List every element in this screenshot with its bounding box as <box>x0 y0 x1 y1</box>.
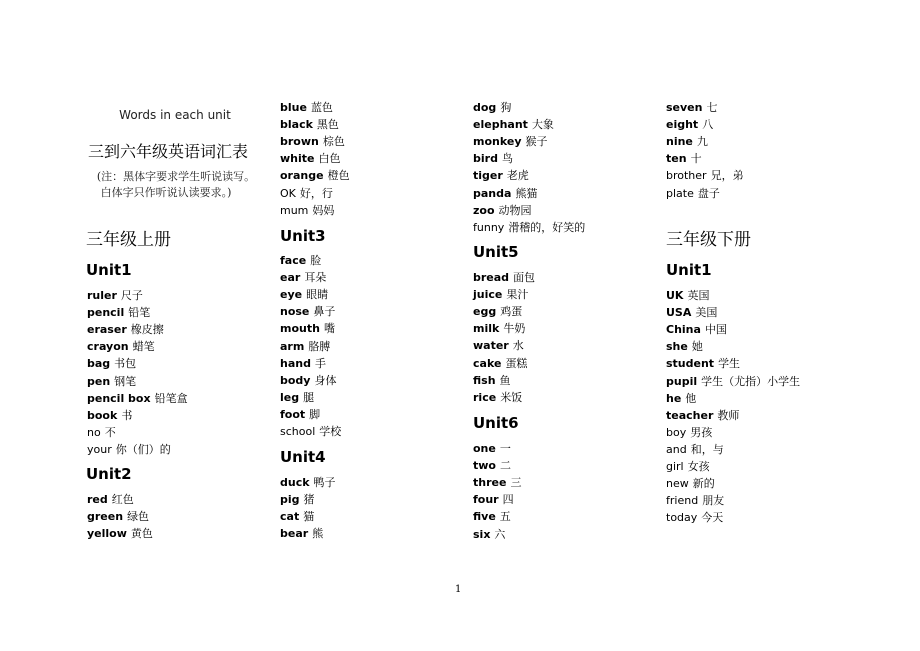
chinese-meaning: 学校 <box>319 425 342 438</box>
chinese-meaning: 书 <box>121 408 133 422</box>
chinese-meaning: 橙色 <box>327 169 350 183</box>
chinese-meaning: 四 <box>502 493 514 507</box>
word-entry <box>280 99 333 116</box>
word-entry <box>666 116 713 133</box>
word-entry <box>280 133 345 150</box>
chinese-meaning: 米饭 <box>500 390 523 404</box>
word-entry <box>473 167 529 184</box>
chinese-meaning: 她 <box>691 340 703 354</box>
english-word: pupil <box>666 374 698 388</box>
chinese-meaning: 老虎 <box>506 169 529 183</box>
english-word: six <box>473 527 491 541</box>
note-line-1: (注：黑体字要求学生听说读写。 <box>96 170 256 183</box>
english-word: cat <box>280 510 300 524</box>
word-entry <box>87 355 136 372</box>
word-entry <box>280 474 336 491</box>
word-entry <box>473 133 548 150</box>
word-entry <box>280 423 341 440</box>
english-word: five <box>473 510 496 524</box>
chinese-meaning: 水 <box>512 339 524 353</box>
words-title: Words in each unit <box>119 108 231 122</box>
chinese-meaning: 一 <box>499 442 511 455</box>
english-word: bread <box>473 271 510 284</box>
chinese-meaning: 兄，弟 <box>710 169 744 183</box>
english-word: girl <box>666 460 684 473</box>
chinese-meaning: 尺子 <box>120 289 143 302</box>
english-word: orange <box>280 169 324 183</box>
chinese-meaning: 红色 <box>111 493 134 506</box>
english-word: red <box>87 493 108 506</box>
chinese-meaning: 朋友 <box>702 494 725 508</box>
english-word: no <box>87 425 101 439</box>
chinese-meaning: 今天 <box>701 511 724 525</box>
word-entry <box>473 99 511 116</box>
word-entry <box>473 372 511 389</box>
chinese-meaning: 五 <box>499 510 511 524</box>
word-entry <box>87 321 164 338</box>
chinese-meaning: 熊 <box>312 527 324 541</box>
chinese-meaning: 白色 <box>318 152 341 166</box>
word-entry <box>280 150 340 167</box>
english-word: black <box>280 118 313 132</box>
chinese-meaning: 鸟 <box>501 152 513 166</box>
chinese-meaning: 猴子 <box>525 135 548 149</box>
english-word: seven <box>666 101 703 114</box>
chinese-meaning: 面包 <box>513 271 536 284</box>
chinese-meaning: 蛋糕 <box>505 356 528 370</box>
chinese-meaning: 和，与 <box>690 442 724 456</box>
word-entry <box>473 320 525 337</box>
english-word: funny <box>473 220 505 234</box>
word-entry <box>280 338 330 355</box>
english-word: body <box>280 373 311 387</box>
english-word: eight <box>666 118 699 132</box>
word-entry <box>87 390 188 407</box>
english-word: crayon <box>87 340 129 354</box>
chinese-meaning: 橡皮擦 <box>130 323 164 337</box>
word-entry <box>666 509 723 526</box>
unit-heading: Unit2 <box>86 465 132 483</box>
chinese-meaning: 黑色 <box>316 118 339 132</box>
english-word: arm <box>280 339 305 353</box>
chinese-meaning: 猫 <box>303 510 315 524</box>
word-entry <box>87 491 134 508</box>
english-word: juice <box>473 288 503 302</box>
chinese-meaning: 鱼 <box>499 373 511 387</box>
chinese-meaning: 铅笔盒 <box>154 391 188 405</box>
chinese-meaning: 嘴 <box>323 322 335 336</box>
word-entry <box>87 407 132 424</box>
word-entry <box>666 424 712 441</box>
chinese-meaning: 六 <box>494 527 506 541</box>
word-entry <box>473 202 532 219</box>
english-word: bear <box>280 527 309 541</box>
english-word: cake <box>473 356 502 370</box>
word-entry <box>87 508 149 525</box>
word-entry <box>666 133 708 150</box>
english-word: boy <box>666 425 687 439</box>
english-word: he <box>666 391 682 405</box>
word-entry <box>280 303 335 320</box>
english-word: zoo <box>473 203 495 217</box>
word-entry <box>280 202 334 219</box>
chinese-meaning: 眼睛 <box>306 288 329 302</box>
chinese-meaning: 鸡蛋 <box>500 305 523 319</box>
english-word: bird <box>473 152 498 166</box>
word-entry <box>473 526 505 543</box>
word-entry <box>473 440 511 457</box>
word-entry <box>666 407 739 424</box>
english-word: pig <box>280 493 300 507</box>
unit-heading: Unit4 <box>280 448 326 466</box>
english-word: book <box>87 408 118 422</box>
word-entry <box>473 389 522 406</box>
chinese-meaning: 妈妈 <box>312 203 335 217</box>
chinese-meaning: 书包 <box>114 357 137 371</box>
word-entry <box>473 303 522 320</box>
english-word: one <box>473 442 496 455</box>
word-entry <box>666 441 724 458</box>
chinese-meaning: 狗 <box>500 101 512 114</box>
chinese-meaning: 手 <box>314 356 326 370</box>
word-entry <box>473 116 554 133</box>
english-word: blue <box>280 101 307 114</box>
english-word: brown <box>280 135 319 149</box>
word-entry <box>280 491 315 508</box>
chinese-meaning: 鸭子 <box>313 476 336 489</box>
chinese-meaning: 九 <box>696 135 708 149</box>
english-word: mouth <box>280 322 320 336</box>
word-entry <box>473 508 511 525</box>
word-entry <box>280 406 320 423</box>
chinese-meaning: 三 <box>510 476 522 490</box>
english-word: your <box>87 442 112 456</box>
chinese-meaning: 果汁 <box>506 288 529 302</box>
word-entry <box>280 252 321 269</box>
english-word: today <box>666 511 698 525</box>
word-entry <box>473 491 514 508</box>
chinese-meaning: 八 <box>702 118 714 132</box>
grade-heading-3a: 三年级上册 <box>86 230 171 250</box>
english-word: USA <box>666 306 692 320</box>
english-word: eye <box>280 288 303 302</box>
word-entry <box>666 185 720 202</box>
word-entry <box>666 150 702 167</box>
english-word: fish <box>473 373 496 387</box>
word-entry <box>666 99 717 116</box>
english-word: elephant <box>473 118 528 132</box>
chinese-meaning: 牛奶 <box>503 322 526 336</box>
word-entry <box>280 116 339 133</box>
word-entry <box>87 338 155 355</box>
word-entry <box>280 355 326 372</box>
word-entry <box>666 167 744 184</box>
english-word: four <box>473 493 499 507</box>
chinese-meaning: 好，行 <box>299 186 333 200</box>
word-entry <box>666 321 727 338</box>
chinese-meaning: 美国 <box>695 306 718 320</box>
chinese-meaning: 身体 <box>314 373 337 387</box>
word-entry <box>666 458 710 475</box>
note-line-2: 白体字只作听说认读要求。) <box>100 186 232 199</box>
english-word: hand <box>280 356 311 370</box>
chinese-meaning: 女孩 <box>687 460 710 473</box>
chinese-meaning: 腿 <box>303 390 315 404</box>
english-word: ear <box>280 271 301 285</box>
word-entry <box>666 373 800 390</box>
english-word: eraser <box>87 323 127 337</box>
unit-heading: Unit3 <box>280 227 326 245</box>
chinese-meaning: 鼻子 <box>313 305 336 319</box>
english-word: face <box>280 254 307 267</box>
chinese-meaning: 滑稽的，好笑的 <box>508 220 586 234</box>
chinese-meaning: 棕色 <box>322 135 345 149</box>
english-word: and <box>666 442 687 456</box>
english-word: pencil box <box>87 391 151 405</box>
english-word: mum <box>280 203 309 217</box>
word-entry <box>280 286 328 303</box>
word-entry <box>473 269 535 286</box>
chinese-meaning: 钢笔 <box>114 374 137 388</box>
english-word: student <box>666 357 715 371</box>
english-word: pencil <box>87 306 125 320</box>
unit-heading: Unit1 <box>86 261 132 279</box>
word-entry <box>473 355 527 372</box>
english-word: new <box>666 477 689 491</box>
chinese-meaning: 新的 <box>692 477 715 491</box>
english-word: pen <box>87 374 111 388</box>
page-number: 1 <box>455 584 462 595</box>
chinese-meaning: 脚 <box>309 407 321 421</box>
english-word: monkey <box>473 135 522 149</box>
word-entry <box>280 508 314 525</box>
chinese-meaning: 十 <box>690 152 702 166</box>
english-word: panda <box>473 186 512 200</box>
chinese-meaning: 学生 <box>718 357 741 371</box>
chinese-meaning: 英国 <box>687 289 710 302</box>
english-word: dog <box>473 101 497 114</box>
english-word: China <box>666 323 701 337</box>
english-word: egg <box>473 305 497 319</box>
word-entry <box>473 286 528 303</box>
grade-heading-3b: 三年级下册 <box>666 230 751 250</box>
word-entry <box>666 492 724 509</box>
word-entry <box>473 219 585 236</box>
unit-heading: Unit1 <box>666 261 712 279</box>
english-word: OK <box>280 186 296 200</box>
main-title: 三到六年级英语词汇表 <box>88 142 249 161</box>
word-entry <box>666 390 696 407</box>
english-word: water <box>473 339 509 353</box>
chinese-meaning: 七 <box>706 101 718 114</box>
english-word: she <box>666 340 688 354</box>
chinese-meaning: 学生（尤指）小学生 <box>701 374 801 388</box>
english-word: rice <box>473 390 497 404</box>
chinese-meaning: 黄色 <box>130 527 153 541</box>
english-word: milk <box>473 322 500 336</box>
word-entry <box>473 150 513 167</box>
chinese-meaning: 他 <box>685 391 697 405</box>
word-entry <box>280 167 350 184</box>
english-word: three <box>473 476 507 490</box>
chinese-meaning: 脸 <box>310 254 322 267</box>
chinese-meaning: 猪 <box>303 493 315 507</box>
english-word: leg <box>280 390 300 404</box>
word-entry <box>473 457 511 474</box>
chinese-meaning: 不 <box>104 425 116 439</box>
english-word: two <box>473 459 496 473</box>
unit-heading: Unit6 <box>473 414 519 432</box>
chinese-meaning: 蜡笔 <box>132 340 155 354</box>
word-entry <box>87 373 136 390</box>
chinese-meaning: 动物园 <box>498 203 532 217</box>
chinese-meaning: 教师 <box>717 408 740 422</box>
chinese-meaning: 盘子 <box>697 186 720 200</box>
chinese-meaning: 男孩 <box>690 425 713 439</box>
english-word: school <box>280 425 316 438</box>
english-word: yellow <box>87 527 127 541</box>
english-word: plate <box>666 186 694 200</box>
word-entry <box>280 269 326 286</box>
chinese-meaning: 熊猫 <box>515 186 538 200</box>
english-word: nine <box>666 135 693 149</box>
english-word: duck <box>280 476 310 489</box>
chinese-meaning: 你（们）的 <box>115 442 171 456</box>
word-entry <box>666 475 715 492</box>
chinese-meaning: 铅笔 <box>128 306 151 320</box>
chinese-meaning: 中国 <box>704 323 727 337</box>
chinese-meaning: 绿色 <box>127 510 150 524</box>
chinese-meaning: 耳朵 <box>304 271 327 285</box>
word-entry <box>473 474 521 491</box>
english-word: foot <box>280 407 306 421</box>
chinese-meaning: 胳膊 <box>308 339 331 353</box>
english-word: brother <box>666 169 707 183</box>
chinese-meaning: 二 <box>499 459 511 473</box>
chinese-meaning: 大象 <box>531 118 554 132</box>
word-entry <box>280 389 314 406</box>
english-word: bag <box>87 357 111 371</box>
english-word: teacher <box>666 408 714 422</box>
word-entry <box>87 304 150 321</box>
word-entry <box>666 287 709 304</box>
english-word: ten <box>666 152 687 166</box>
word-entry <box>280 372 336 389</box>
unit-heading: Unit5 <box>473 243 519 261</box>
english-word: green <box>87 510 124 524</box>
word-entry <box>280 320 335 337</box>
word-entry <box>87 441 171 458</box>
chinese-meaning: 蓝色 <box>310 101 333 114</box>
english-word: friend <box>666 494 699 508</box>
english-word: ruler <box>87 289 117 302</box>
word-entry <box>280 185 333 202</box>
english-word: nose <box>280 305 310 319</box>
word-entry <box>87 424 116 441</box>
word-entry <box>473 185 537 202</box>
word-entry <box>280 525 323 542</box>
word-entry <box>666 304 717 321</box>
english-word: UK <box>666 289 684 302</box>
word-entry <box>473 337 524 354</box>
english-word: tiger <box>473 169 503 183</box>
word-entry <box>87 287 143 304</box>
word-entry <box>87 525 153 542</box>
english-word: white <box>280 152 315 166</box>
word-entry <box>666 355 740 372</box>
word-entry <box>666 338 703 355</box>
